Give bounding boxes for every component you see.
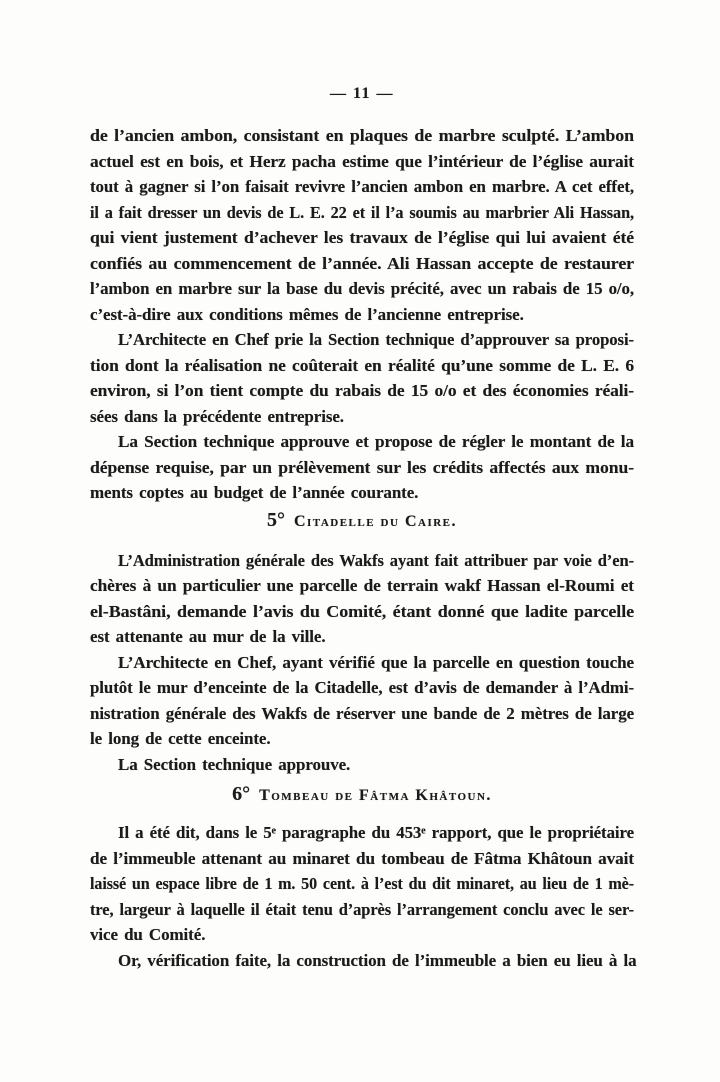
- text-line-content: actuel est en bois, et Herz pacha estime que l’intérieur de l’église aurait: [90, 151, 634, 171]
- section-title: Tombeau de Fâtma Khâtoun.: [259, 787, 492, 804]
- text-line: [90, 726, 634, 752]
- text-line: [90, 302, 634, 328]
- text-line: [90, 123, 634, 149]
- text-line-content: chères à un particulier une parcelle de terrain wakf Hassan el-Roumi et: [90, 576, 634, 595]
- text-line-content: tout à gagner si l’on faisait revivre l’ancien ambon en marbre. A cet effet,: [90, 177, 634, 196]
- text-line: [90, 480, 634, 506]
- section-number: 5°: [266, 508, 285, 531]
- text-line: [90, 752, 634, 778]
- paragraph-ambon-continuation: [90, 123, 634, 327]
- text-line: [90, 675, 634, 701]
- paragraph-architecte-proposition: [90, 327, 634, 429]
- text-line: [90, 276, 634, 302]
- text-line-content: el-Bastâni, demande l’avis du Comité, étant donné que ladite parcelle: [90, 601, 634, 621]
- text-line: [90, 599, 634, 625]
- text-line-content: L’Administration générale des Wakfs ayant fait attribuer par voie d’en-: [118, 550, 634, 570]
- paragraph-verification: [90, 948, 637, 974]
- text-line-content: est attenante au mur de la ville.: [90, 627, 326, 646]
- text-line: [90, 922, 634, 948]
- text-line-content: qui vient justement d’achever les travaux de l’église qui lui avaient été: [90, 228, 634, 247]
- text-line: [90, 429, 634, 455]
- text-line: [90, 149, 634, 175]
- text-line: [90, 948, 637, 974]
- text-line: [90, 378, 634, 404]
- text-line-content: Or, vérification faite, la construction de l’immeuble a bien eu lieu à la: [118, 950, 637, 970]
- text-line-content: c’est-à-dire aux conditions mêmes de l’ancienne entreprise.: [90, 304, 524, 324]
- text-line-content: confiés au commencement de l’année. Ali Hassan accepte de restaurer: [90, 253, 634, 273]
- text-line: [90, 650, 634, 676]
- paragraph-section-approuve-budget: [90, 429, 634, 506]
- text-line: [90, 846, 634, 872]
- section-title: Citadelle du Caire.: [293, 512, 458, 530]
- text-line-content: Il a été dit, dans le 5ᵉ paragraphe du 453ᵉ rapport, que le propriétaire: [118, 823, 634, 842]
- text-line-content: tion dont la réalisation ne coûterait en réalité qu’une somme de L. E. 6: [90, 355, 634, 375]
- text-line-content: L’Architecte en Chef prie la Section technique d’approuver sa proposi-: [118, 330, 634, 349]
- text-line-content: La Section technique approuve.: [118, 754, 351, 774]
- text-line: [90, 455, 634, 481]
- text-line: [90, 327, 634, 353]
- text-line-content: plutôt le mur d’enceinte de la Citadelle, est d’avis de demander à l’Admi-: [90, 678, 634, 697]
- text-line-content: La Section technique approuve et propose de régler le montant de la: [118, 432, 634, 451]
- text-line-content: ments coptes au budget de l’année courante.: [90, 483, 419, 502]
- text-line-content: environ, si l’on tient compte du rabais de 15 o/o et des économies réali-: [90, 381, 634, 400]
- section-heading-citadelle: [90, 508, 634, 532]
- text-line: [90, 871, 634, 897]
- text-line-content: tre, largeur à laquelle il était tenu d’après l’arrangement conclu avec le ser-: [90, 899, 634, 919]
- text-line-content: nistration générale des Wakfs de réserver une bande de 2 mètres de large: [90, 703, 634, 723]
- text-line-content: de l’ancien ambon, consistant en plaques de marbre sculpté. L’ambon: [90, 126, 634, 145]
- text-block: [90, 123, 637, 973]
- text-line: [90, 701, 634, 727]
- text-line-content: sées dans la précédente entreprise.: [90, 406, 344, 426]
- text-line-content: de l’immeuble attenant au minaret du tombeau de Fâtma Khâtoun avait: [90, 848, 634, 868]
- text-line: [90, 624, 634, 650]
- text-line-content: vice du Comité.: [90, 925, 206, 944]
- text-line: [90, 404, 634, 430]
- text-line: [90, 548, 634, 574]
- paragraph-section-approuve: [90, 752, 634, 778]
- text-line: [90, 353, 634, 379]
- text-line: [90, 174, 634, 200]
- text-line: [90, 251, 634, 277]
- text-line-content: l’ambon en marbre sur la base du devis précité, avec un rabais de 15 o/o,: [90, 279, 634, 298]
- text-line: [90, 200, 634, 226]
- text-line-content: le long de cette enceinte.: [90, 729, 271, 748]
- text-line-content: laissé un espace libre de 1 m. 50 cent. à l’est du dit minaret, au lieu de 1 mè-: [90, 874, 634, 893]
- section-number: 6°: [232, 783, 251, 805]
- text-line: [90, 820, 634, 846]
- text-line: [90, 573, 634, 599]
- text-line-content: L’Architecte en Chef, ayant vérifié que la parcelle en question touche: [118, 652, 634, 672]
- text-line-content: il a fait dresser un devis de L. E. 22 et il l’a soumis au marbrier Ali Hassan,: [90, 202, 634, 222]
- paragraph-minaret-espace: [90, 820, 634, 948]
- paragraph-architecte-enceinte: [90, 650, 634, 752]
- page-number-header: — 11 —: [329, 85, 395, 102]
- text-line-content: dépense requise, par un prélèvement sur les crédits affectés aux monu-: [90, 457, 634, 477]
- text-line: [90, 225, 634, 251]
- section-heading-tombeau: [90, 782, 634, 806]
- text-line: [90, 897, 634, 923]
- paragraph-wakfs-encheres: [90, 548, 634, 650]
